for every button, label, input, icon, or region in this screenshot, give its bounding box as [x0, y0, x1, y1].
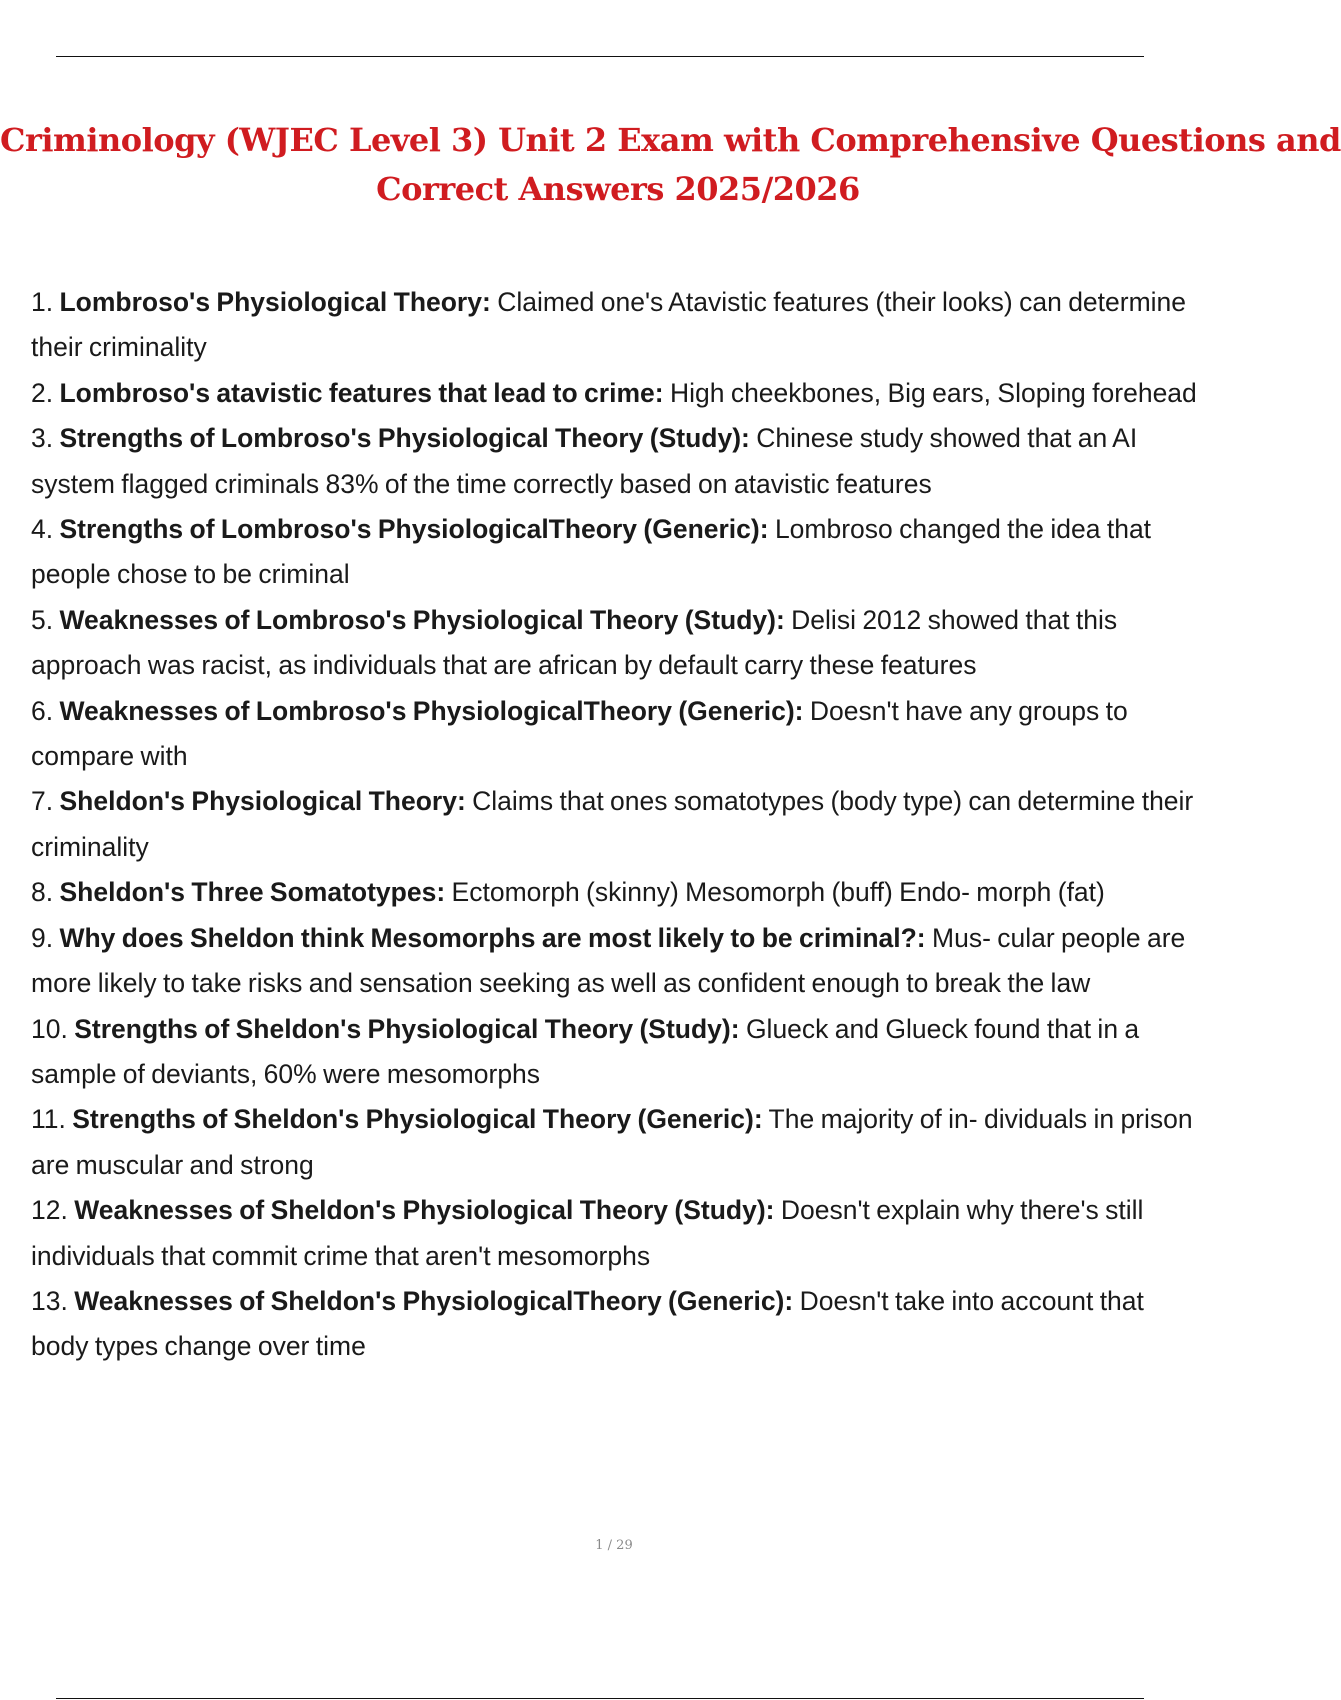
list-item — [31, 870, 1200, 915]
title-line-2: Correct Answers 2025/2026 — [376, 170, 860, 208]
item-question: Strengths of Lombroso's PhysiologicalTheory (Generic): — [59, 514, 769, 545]
item-answer: Lombroso changed the idea that people chose to be criminal — [31, 514, 1152, 590]
question-answer-list — [31, 280, 1200, 1370]
item-answer: Claims that ones somatotypes (body type) can determine their criminality — [31, 786, 1194, 862]
item-question: Lombroso's Physiological Theory: — [59, 287, 491, 317]
item-question: Weaknesses of Sheldon's Physiological Theory (Study): — [74, 1195, 775, 1226]
item-number: 10. — [31, 1013, 68, 1044]
list-item — [31, 916, 1200, 1007]
item-number: 3. — [31, 423, 54, 454]
list-item — [31, 689, 1200, 780]
list-item — [31, 779, 1200, 870]
item-answer: Delisi 2012 showed that this approach was racist, as individuals that are african by default carry these features — [31, 604, 1118, 681]
top-rule — [56, 56, 1144, 57]
item-question: Weaknesses of Sheldon's PhysiologicalTheory (Generic): — [74, 1285, 794, 1316]
item-question: Weaknesses of Lombroso's PhysiologicalTheory (Generic): — [59, 695, 804, 726]
item-question: Lombroso's atavistic features that lead to crime: — [59, 377, 664, 408]
item-number: 9. — [31, 922, 54, 953]
item-number: 2. — [31, 377, 54, 408]
list-item — [31, 416, 1200, 507]
item-number: 4. — [31, 514, 54, 545]
list-item — [31, 371, 1200, 416]
item-question: Strengths of Sheldon's Physiological Theory (Study): — [74, 1013, 740, 1044]
list-item — [31, 1279, 1200, 1370]
item-number: 13. — [31, 1285, 68, 1316]
list-item — [31, 507, 1200, 598]
page-indicator: 1 / 29 — [595, 1538, 633, 1553]
item-question: Weaknesses of Lombroso's Physiological Theory (Study): — [59, 604, 785, 635]
list-item — [31, 280, 1200, 371]
item-answer: Mus- cular people are more likely to take risks and sensation seeking as well as confident enough to break the law — [31, 922, 1186, 999]
item-answer: High cheekbones, Big ears, Sloping forehead — [669, 377, 1197, 408]
item-answer: Ectomorph (skinny) Mesomorph (buff) Endo- morph (fat) — [451, 877, 1105, 908]
item-number: 8. — [31, 877, 54, 908]
item-number: 5. — [31, 604, 54, 635]
item-number: 6. — [31, 695, 54, 726]
list-item — [31, 1007, 1200, 1098]
list-item — [31, 1097, 1200, 1188]
item-answer: Glueck and Glueck found that in a sample of deviants, 60% were mesomorphs — [31, 1013, 1140, 1089]
item-answer: Claimed one's Atavistic features (their looks) can determine their criminality — [31, 287, 1187, 363]
item-number: 11. — [31, 1104, 66, 1135]
item-question: Sheldon's Three Somatotypes: — [59, 877, 446, 908]
item-number: 7. — [31, 786, 54, 817]
list-item — [31, 1188, 1200, 1279]
item-answer: Doesn't explain why there's still individuals that commit crime that aren't mesomorphs — [31, 1195, 1144, 1271]
item-question: Sheldon's Physiological Theory: — [59, 786, 466, 817]
document-title — [0, 116, 1341, 214]
item-number: 1. — [31, 287, 54, 317]
title-line-1: Criminology (WJEC Level 3) Unit 2 Exam with Comprehensive Questions and — [0, 121, 1341, 159]
item-answer: Chinese study showed that an AI system flagged criminals 83% of the time correctly based on atavistic features — [31, 423, 1138, 499]
item-answer: Doesn't have any groups to compare with — [31, 695, 1128, 772]
item-question: Strengths of Lombroso's Physiological Theory (Study): — [59, 423, 750, 454]
item-answer: The majority of in- dividuals in prison are muscular and strong — [31, 1104, 1193, 1180]
item-question: Strengths of Sheldon's Physiological Theory (Generic): — [72, 1104, 763, 1135]
item-answer: Doesn't take into account that body types change over time — [31, 1285, 1144, 1362]
item-question: Why does Sheldon think Mesomorphs are most likely to be criminal?: — [59, 922, 926, 953]
item-number: 12. — [31, 1195, 68, 1226]
list-item — [31, 598, 1200, 689]
bottom-rule — [56, 1698, 1144, 1699]
